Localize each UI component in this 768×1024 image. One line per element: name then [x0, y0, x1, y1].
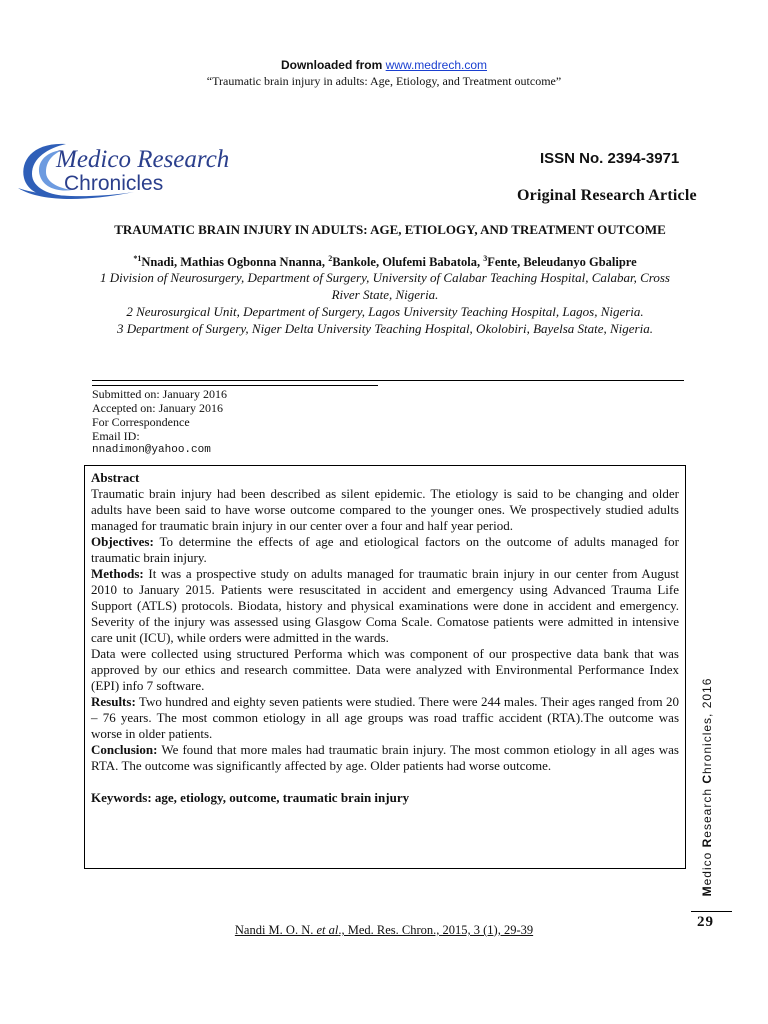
page-number: 29: [697, 914, 714, 930]
journal-logo: [14, 138, 230, 202]
divider-rule-short: [92, 385, 378, 386]
medrech-link[interactable]: www.medrech.com: [385, 58, 488, 72]
accepted-date: Accepted on: January 2016: [92, 401, 223, 415]
affiliation-3: 3 Department of Surgery, Niger Delta University Teaching Hospital, Okolobiri, Bayelsa State, Nigeria.: [117, 321, 653, 336]
abstract-intro: Traumatic brain injury had been described as silent epidemic. The etiology is said to be changing and older adults have been said to have worse outcome compared to the younger ones. We prospectively studied adults managed for traumatic brain injury in our center over a four and half year period.: [91, 486, 679, 533]
downloaded-from-line: [0, 58, 768, 72]
submission-info: [92, 387, 227, 457]
abstract-results: [91, 694, 679, 742]
citation-footer: [0, 923, 768, 938]
email-address[interactable]: nnadimon@yahoo.com: [92, 444, 211, 456]
running-title: “Traumatic brain injury in adults: Age, Etiology, and Treatment outcome”: [206, 74, 562, 88]
abstract-conclusion: [91, 742, 679, 774]
correspondence-label: For Correspondence: [92, 415, 190, 429]
conclusion-text: We found that more males had traumatic brain injury. The most common etiology in all ages was RTA. The outcome was significantly affected by age. Older patients had worse outcome.: [91, 742, 679, 773]
issn-number: ISSN No. 2394-3971: [540, 150, 680, 167]
objectives-label: Objectives:: [91, 534, 154, 549]
affiliation-1: 1 Division of Neurosurgery, Department of Surgery, University of Calabar Teaching Hospital, Calabar, Cross River State, Nigeria.: [100, 270, 670, 302]
author-sup: *1: [133, 254, 142, 263]
author-name: Nnadi, Mathias Ogbonna Nnanna,: [141, 255, 329, 270]
downloaded-label: Downloaded from: [280, 58, 386, 72]
submitted-date: Submitted on: January 2016: [92, 387, 227, 401]
results-text: Two hundred and eighty seven patients were studied. There were 244 males. Their ages ranged from 20 – 76 years. The most common etiology in all age groups was road traffic accident (RTA).The outcome was worse in older patients.: [91, 694, 679, 741]
article-type: Original Research Article: [517, 187, 697, 204]
side-journal-text: Medico Research Chronicles, 2016: [700, 677, 714, 897]
conclusion-label: Conclusion:: [91, 742, 158, 757]
author-sup: 3: [483, 254, 488, 263]
affiliation-2: 2 Neurosurgical Unit, Department of Surgery, Lagos University Teaching Hospital, Lagos, Nigeria.: [126, 304, 644, 319]
logo-text-line2: Chronicles: [64, 172, 164, 195]
author-name: Bankole, Olufemi Babatola,: [332, 255, 484, 270]
abstract-box: [84, 465, 686, 869]
logo-text-line1: Medico Research: [56, 146, 230, 173]
results-label: Results:: [91, 694, 136, 709]
affiliation-list: [90, 269, 680, 337]
abstract-objectives: [91, 534, 679, 566]
author-sup: 2: [328, 254, 333, 263]
divider-rule: [92, 380, 684, 381]
abstract-data-collection: Data were collected using structured Performa which was component of our prospective data bank that was approved by our ethics and research committee. Data were analyzed with Environmental Performance Index (EPI) info 7 software.: [91, 646, 679, 693]
author-list: [60, 254, 710, 270]
abstract-methods: [91, 566, 679, 646]
methods-text: It was a prospective study on adults managed for traumatic brain injury in our center from August 2010 to January 2015. Patients were resuscitated in accident and emergency using Advanced Trauma Life Support (ATLS) protocols. Biodata, history and physical examinations were done in accident and emergency. Severity of the injury was assessed using Glasgow Coma Scale. Comatose patients were admitted in intensive care unit (ICU), while orders were admitted in the wards.: [91, 566, 679, 645]
side-journal-label: [696, 664, 718, 910]
footer-etal: et al: [316, 923, 339, 937]
author-name: Fente, Beleudanyo Gbalipre: [487, 255, 637, 270]
methods-label: Methods:: [91, 566, 144, 581]
footer-suffix: ., Med. Res. Chron., 2015, 3 (1), 29-39: [338, 923, 534, 937]
keywords: Keywords: age, etiology, outcome, traumatic brain injury: [91, 790, 410, 805]
article-title: TRAUMATIC BRAIN INJURY IN ADULTS: AGE, ETIOLOGY, AND TREATMENT OUTCOME: [114, 222, 666, 237]
page-number-rule: [691, 911, 732, 912]
email-label: Email ID:: [92, 429, 140, 443]
objectives-text: To determine the effects of age and etiological factors on the outcome of adults managed for traumatic brain injury.: [91, 534, 679, 565]
footer-prefix: Nandi M. O. N.: [234, 923, 317, 937]
abstract-heading: Abstract: [91, 470, 140, 485]
